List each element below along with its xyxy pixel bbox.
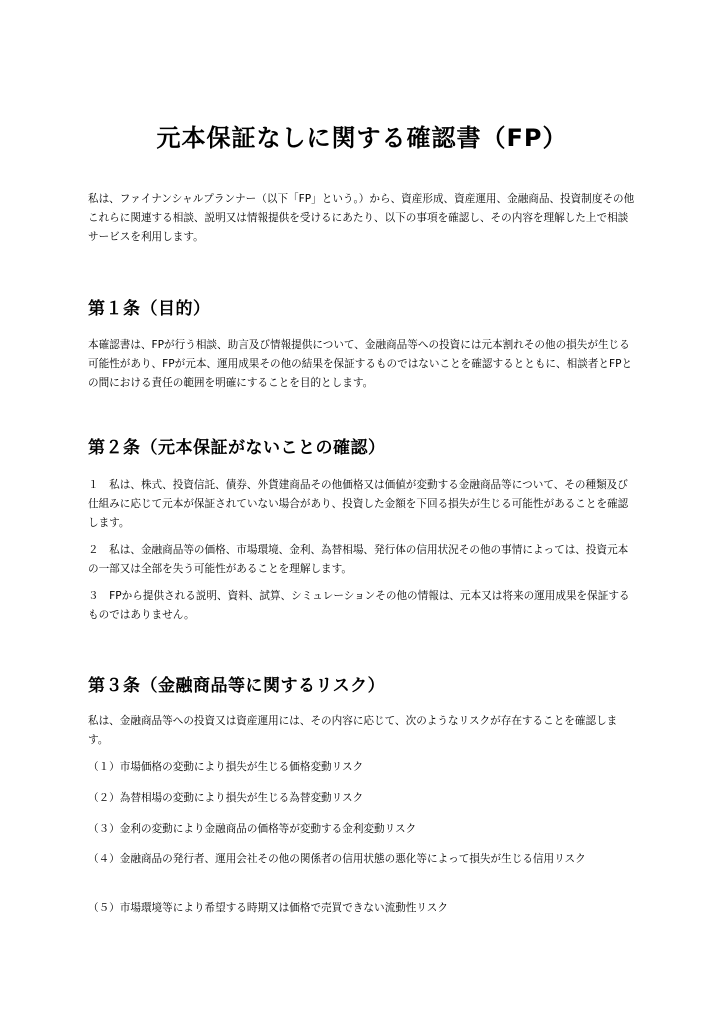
article3-heading: 第３条（金融商品等に関するリスク） (88, 676, 386, 696)
document-title: 元本保証なしに関する確認書（FP） (156, 124, 568, 152)
article2-paragraph-2: ２ 私は、金融商品等の価格、市場環境、金利、為替相場、発行体の信用状況その他の事情によっては、投資元本の一部又は全部を失う可能性があることを理解します。 (88, 544, 629, 575)
risk-list-item: （１）市場価格の変動により損失が生じる価格変動リスク (88, 761, 364, 773)
article2-heading: 第２条（元本保証がないことの確認） (88, 438, 386, 458)
risk-list-item: （５）市場環境等により希望する時期又は価格で売買できない流動性リスク (88, 902, 448, 914)
article3-body: 私は、金融商品等への投資又は資産運用には、その内容に応じて、次のようなリスクが存在することを確認します。 (88, 715, 618, 746)
article2-paragraph-3: ３ FPから提供される説明、資料、試算、シミュレーションその他の情報は、元本又は将来の運用成果を保証するものではありません。 (88, 590, 630, 621)
article1-body: 本確認書は、FPが行う相談、助言及び情報提供について、金融商品等への投資には元本割れその他の損失が生じる可能性があり、FPが元本、運用成果その他の結果を保証するものではないことを確認するとともに、相談者とFPとの間における責任の範囲を明確にすることを目的とします。 (88, 339, 633, 389)
risk-list-item: （２）為替相場の変動により損失が生じる為替変動リスク (88, 792, 364, 804)
intro-paragraph: 私は、ファイナンシャルプランナー（以下「FP」という。）から、資産形成、資産運用、金融商品、投資制度その他これらに関連する相談、説明又は情報提供を受けるにあたり、以下の事項を確認し、その内容を理解した上で相談サービスを利用します。 (88, 193, 635, 243)
article1-heading: 第１条（目的） (88, 299, 211, 319)
risk-list-item: （４）金融商品の発行者、運用会社その他の関係者の信用状態の悪化等によって損失が生じる信用リスク (88, 853, 586, 865)
risk-list-item: （３）金利の変動により金融商品の価格等が変動する金利変動リスク (88, 823, 417, 835)
article2-paragraph-1: １ 私は、株式、投資信託、債券、外貨建商品その他価格又は価値が変動する金融商品等について、その種類及び仕組みに応じて元本が保証されていない場合があり、投資した金額を下回る損失が生じる可能性があることを確認します。 (88, 479, 629, 529)
